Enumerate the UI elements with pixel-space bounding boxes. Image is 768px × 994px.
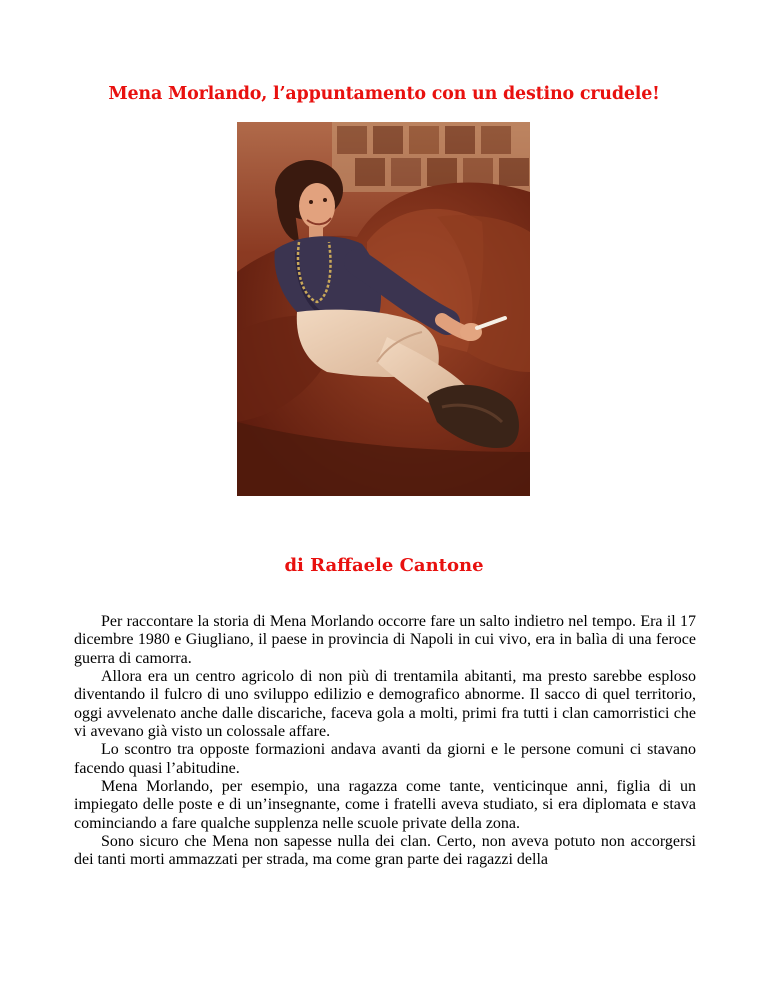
portrait-photo <box>237 122 530 496</box>
paragraph: Sono sicuro che Mena non sapesse nulla dei clan. Certo, non aveva potuto non accorgersi dei tanti morti ammazzati per strada, ma come gran parte dei ragazzi della <box>74 833 696 869</box>
paragraph: Per raccontare la storia di Mena Morlando occorre fare un salto indietro nel tempo. Era il 17 dicembre 1980 e Giugliano, il paese in provincia di Napoli in cui vivo, era in balìa di una feroce guerra di camorra. <box>74 613 696 667</box>
photo-illustration <box>237 122 530 496</box>
author-byline: di Raffaele Cantone <box>284 555 484 576</box>
paragraph: Mena Morlando, per esempio, una ragazza come tante, venticinque anni, figlia di un impiegato delle poste e di un’insegnante, come i fratelli aveva studiato, si era diplomata e stava cominciando a fare qualche supplenza nelle scuole private della zona. <box>74 778 696 832</box>
document-title: Mena Morlando, l’appuntamento con un destino crudele! <box>108 84 660 104</box>
paragraph: Lo scontro tra opposte formazioni andava avanti da giorni e le persone comuni ci stavano facendo quasi l’abitudine. <box>74 741 696 777</box>
paragraph: Allora era un centro agricolo di non più di trentamila abitanti, ma presto sarebbe esploso diventando il fulcro di uno sviluppo edilizio e demografico abnorme. Il sacco di quel territorio, oggi avvelenato anche dalle discariche, faceva gola a molti, primi fra tutti i clan camorristici che vi avevano già visto un colossale affare. <box>74 668 696 741</box>
article-body <box>74 613 696 870</box>
